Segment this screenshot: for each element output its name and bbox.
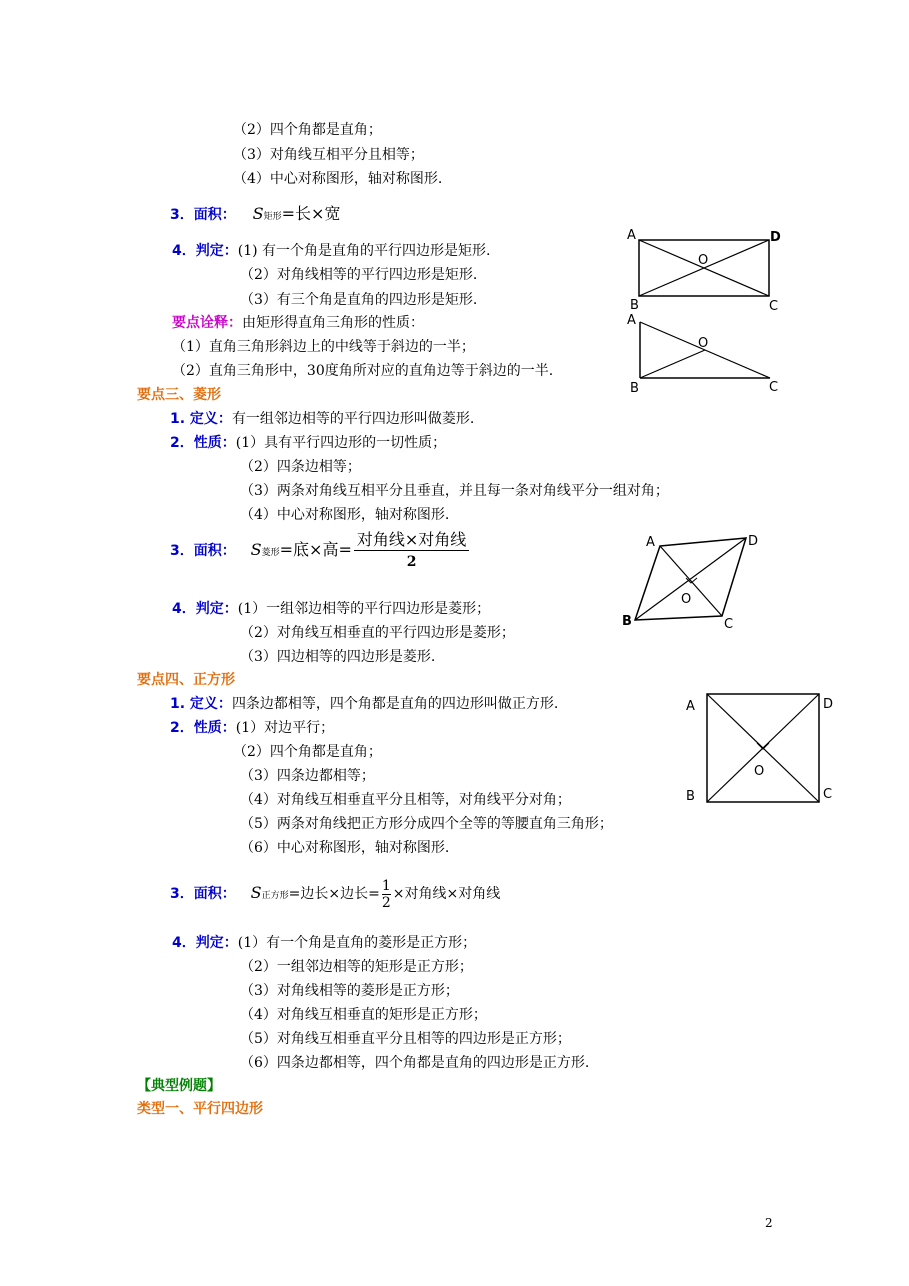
area-subscript: 矩形 (263, 212, 282, 222)
square-def-label: 1. 定义： (170, 696, 232, 712)
rect-area-label: 3．面积： (170, 207, 236, 223)
fraction-numerator: 1 (381, 877, 391, 894)
label-b: B (630, 381, 639, 396)
area-symbol: S (250, 883, 262, 902)
fraction-numerator: 对角线×对角线 (354, 530, 469, 551)
label-c: C (769, 299, 779, 314)
square-area-formula-1: =边长×边长= (288, 886, 380, 902)
square-figure (680, 688, 850, 813)
square-def-line (170, 695, 558, 713)
label-o: O (681, 592, 692, 607)
label-b: B (630, 298, 639, 313)
rect-prop-4: （4）中心对称图形，轴对称图形. (233, 171, 443, 187)
rhombus-judge-line (172, 600, 490, 618)
square-judge-5: （5）对角线互相垂直平分且相等的四边形是正方形； (240, 1031, 571, 1047)
label-c: C (823, 787, 833, 802)
rhombus-title: 要点三、菱形 (137, 387, 221, 403)
label-d: D (770, 230, 781, 245)
rect-judge-2: （2）对角线相等的平行四边形是矩形. (240, 267, 478, 283)
rhombus-judge-label: 4．判定： (172, 601, 238, 617)
square-judge-line (172, 934, 476, 952)
rhombus-prop-label: 2．性质： (170, 435, 236, 451)
rhombus-area-line (170, 528, 471, 575)
note-item-1: （1）直角三角形斜边上的中线等于斜边的一半； (172, 339, 475, 355)
square-judge-3: （3）对角线相等的菱形是正方形； (240, 983, 459, 999)
square-prop-3: （3）四条边都相等； (240, 768, 375, 784)
rhombus-prop-4: （4）中心对称图形，轴对称图形. (240, 507, 450, 523)
rhombus-judge-3: （3）四边相等的四边形是菱形. (240, 649, 436, 665)
square-title: 要点四、正方形 (137, 672, 235, 688)
area-subscript: 菱形 (261, 548, 280, 558)
rhombus-prop-line (170, 434, 446, 452)
label-a: A (627, 313, 636, 328)
label-a: A (627, 228, 636, 243)
rhombus-def-line (170, 410, 474, 428)
right-triangle-figure (622, 310, 792, 395)
rect-area-line (170, 205, 340, 226)
label-o: O (754, 764, 765, 779)
fraction-denominator: 2 (406, 553, 417, 570)
square-def: 四条边都相等，四个角都是直角的四边形叫做正方形. (231, 696, 559, 712)
half-fraction (382, 878, 391, 911)
rhombus-prop-3: （3）两条对角线互相平分且垂直，并且每一条对角线平分一组对角； (240, 483, 669, 499)
square-area-line (170, 864, 500, 925)
rect-prop-3: （3）对角线互相平分且相等； (233, 147, 424, 163)
area-symbol: S (250, 540, 262, 559)
label-c: C (769, 380, 779, 395)
square-judge-1: (1）有一个角是直角的菱形是正方形； (237, 935, 477, 951)
rect-judge-line-1 (172, 242, 490, 260)
square-prop-label: 2．性质： (170, 720, 236, 736)
square-area-formula-2: ×对角线×对角线 (392, 886, 501, 902)
rect-prop-2: （2）四个角都是直角； (233, 122, 382, 138)
rhombus-area-label: 3．面积： (170, 543, 236, 559)
page-number: 2 (765, 1216, 773, 1230)
square-prop-4: （4）对角线互相垂直平分且相等，对角线平分对角； (240, 792, 571, 808)
square-prop-line (170, 719, 334, 737)
label-d: D (823, 697, 834, 712)
note-label: 要点诠释： (172, 315, 242, 331)
square-area-label: 3．面积： (170, 886, 236, 902)
note-text: 由矩形得直角三角形的性质： (242, 315, 424, 331)
examples-heading: 【典型例题】 (137, 1078, 221, 1094)
label-b: B (622, 614, 632, 629)
fraction-denominator: 2 (381, 894, 391, 911)
square-judge-2: （2）一组邻边相等的矩形是正方形； (240, 959, 473, 975)
rhombus-judge-2: （2）对角线互相垂直的平行四边形是菱形； (240, 625, 515, 641)
label-o: O (698, 336, 709, 351)
rect-note-line (172, 314, 424, 332)
rect-judge-3: （3）有三个角是直角的四边形是矩形. (240, 292, 478, 308)
label-a: A (646, 535, 655, 550)
rect-area-formula: =长×宽 (281, 204, 341, 223)
rhombus-def: 有一组邻边相等的平行四边形叫做菱形. (231, 411, 475, 427)
note-item-2: （2）直角三角形中，30度角所对应的直角边等于斜边的一半. (172, 363, 554, 379)
rhombus-prop-2: （2）四条边相等； (240, 459, 361, 475)
label-b: B (686, 789, 695, 804)
square-prop-1: (1）对边平行； (235, 720, 335, 736)
label-d: D (748, 534, 759, 549)
area-subscript: 正方形 (261, 891, 289, 901)
square-prop-6: （6）中心对称图形，轴对称图形. (240, 840, 450, 856)
label-c: C (724, 617, 734, 632)
rhombus-judge-1: (1）一组邻边相等的平行四边形是菱形； (237, 601, 491, 617)
rhombus-prop-1: (1）具有平行四边形的一切性质； (235, 435, 447, 451)
square-prop-2: （2）四个角都是直角； (233, 744, 382, 760)
rectangle-figure (622, 225, 792, 314)
rhombus-area-fraction (354, 530, 469, 573)
rhombus-area-formula: =底×高= (279, 540, 352, 559)
area-symbol: S (252, 204, 264, 223)
square-judge-label: 4．判定： (172, 935, 238, 951)
rect-judge-1: (1) 有一个角是直角的平行四边形是矩形. (237, 243, 491, 259)
rhombus-def-label: 1. 定义： (170, 411, 232, 427)
type1-heading: 类型一、平行四边形 (137, 1101, 263, 1117)
square-judge-6: （6）四条边都相等，四个角都是直角的四边形是正方形. (240, 1055, 590, 1071)
label-a: A (686, 699, 695, 714)
square-judge-4: （4）对角线互相垂直的矩形是正方形； (240, 1007, 487, 1023)
rhombus-figure (618, 528, 778, 638)
rect-judge-label: 4．判定： (172, 243, 238, 259)
label-o: O (698, 253, 709, 268)
square-prop-5: （5）两条对角线把正方形分成四个全等的等腰直角三角形； (240, 816, 613, 832)
